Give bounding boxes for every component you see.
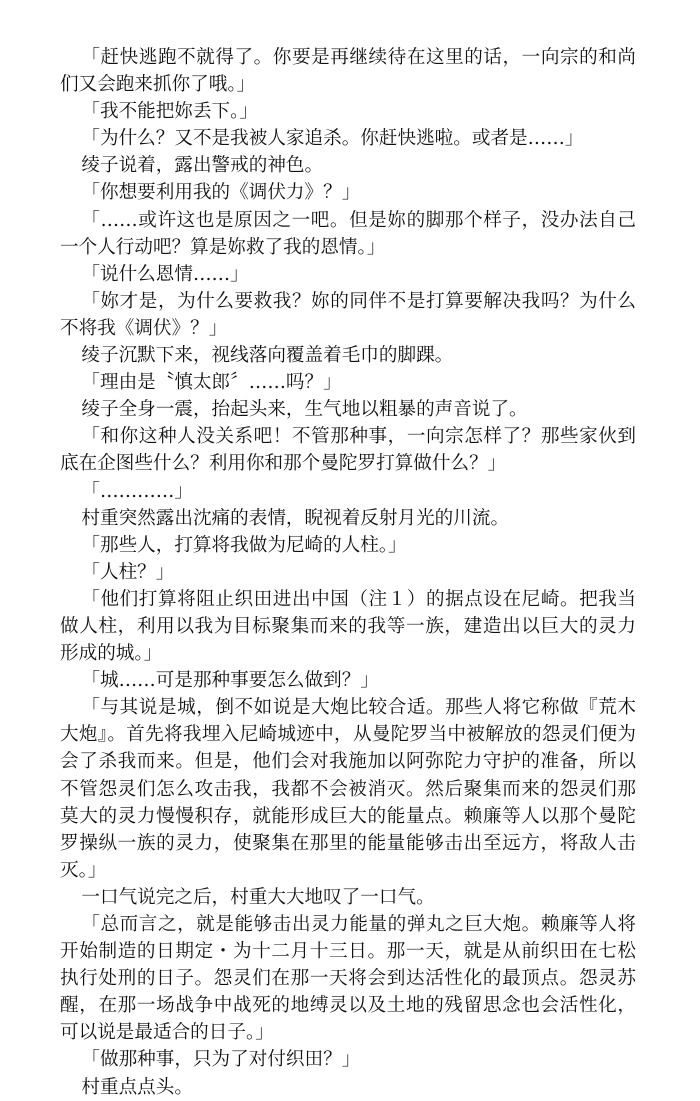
paragraph: 「他们打算将阻止织田进出中国（注１）的据点设在尼崎。把我当做人柱，利用以我为目标聚集而来的我等一族，建造出以巨大的灵力形成的城。」 [60,588,636,665]
paragraph: 「做那种事，只为了对付织田？」 [81,1049,361,1071]
paragraph: 「我不能把妳丢下。」 [81,101,259,123]
paragraph: 「…………」 [81,480,193,502]
paragraph: 绫子说着，露出警戒的神色。 [81,155,324,177]
paragraph: 绫子沉默下来，视线落向覆盖着毛巾的脚踝。 [81,345,454,367]
paragraph: 「人柱？」 [81,561,175,583]
paragraph: 一口气说完之后，村重大大地叹了一口气。 [81,886,435,908]
paragraph: 「……或许这也是原因之一吧。但是妳的脚那个样子，没办法自己一个人行动吧？算是妳救了我的恩情。」 [60,209,636,258]
novel-text [60,44,636,1101]
paragraph: 「城……可是那种事要怎么做到？」 [81,670,379,692]
paragraph: 「妳才是，为什么要救我？妳的同伴不是打算要解决我吗？为什么不将我《调伏》？」 [60,290,636,339]
paragraph: 「为什么？又不是我被人家追杀。你赶快逃啦。或者是……」 [81,128,584,150]
paragraph: 「和你这种人没关系吧！不管那种事，一向宗怎样了？那些家伙到底在企图些什么？利用你和那个曼陀罗打算做什么？」 [60,426,636,475]
paragraph: 「说什么恩情……」 [81,263,249,285]
paragraph: 「与其说是城，倒不如说是大炮比较合适。那些人将它称做『荒木大炮』。首先将我埋入尼崎城迹中，从曼陀罗当中被解放的怨灵们便为会了杀我而来。但是，他们会对我施加以阿弥陀力守护的准备，所以不管怨灵们怎么攻击我，我都不会被消灭。然后聚集而来的怨灵们那莫大的灵力慢慢积存，就能形成巨大的能量点。赖廉等人以那个曼陀罗操纵一族的灵力，使聚集在那里的能量能够击出至远方，将敌人击灭。」 [60,697,636,881]
paragraph: 「你想要利用我的《调伏力》？」 [81,182,361,204]
paragraph: 「赶快逃跑不就得了。你要是再继续待在这里的话，一向宗的和尚们又会跑来抓你了哦。」 [60,47,636,96]
paragraph: 「理由是〝慎太郎〞……吗？」 [81,372,342,394]
paragraph: 村重点点头。 [81,1076,193,1098]
paragraph: 「总而言之，就是能够击出灵力能量的弹丸之巨大炮。赖廉等人将开始制造的日期定・为十二月十三日。那一天，就是从前织田在七松执行处刑的日子。怨灵们在那一天将会到达活性化的最顶点。怨灵苏醒，在那一场战争中战死的地缚灵以及土地的残留思念也会活性化，可以说是最适合的日子。」 [60,914,636,1044]
paragraph: 绫子全身一震，抬起头来，生气地以粗暴的声音说了。 [81,399,528,421]
paragraph: 「那些人，打算将我做为尼崎的人柱。」 [81,534,407,556]
paragraph: 村重突然露出沈痛的表情，睨视着反射月光的川流。 [81,507,510,529]
